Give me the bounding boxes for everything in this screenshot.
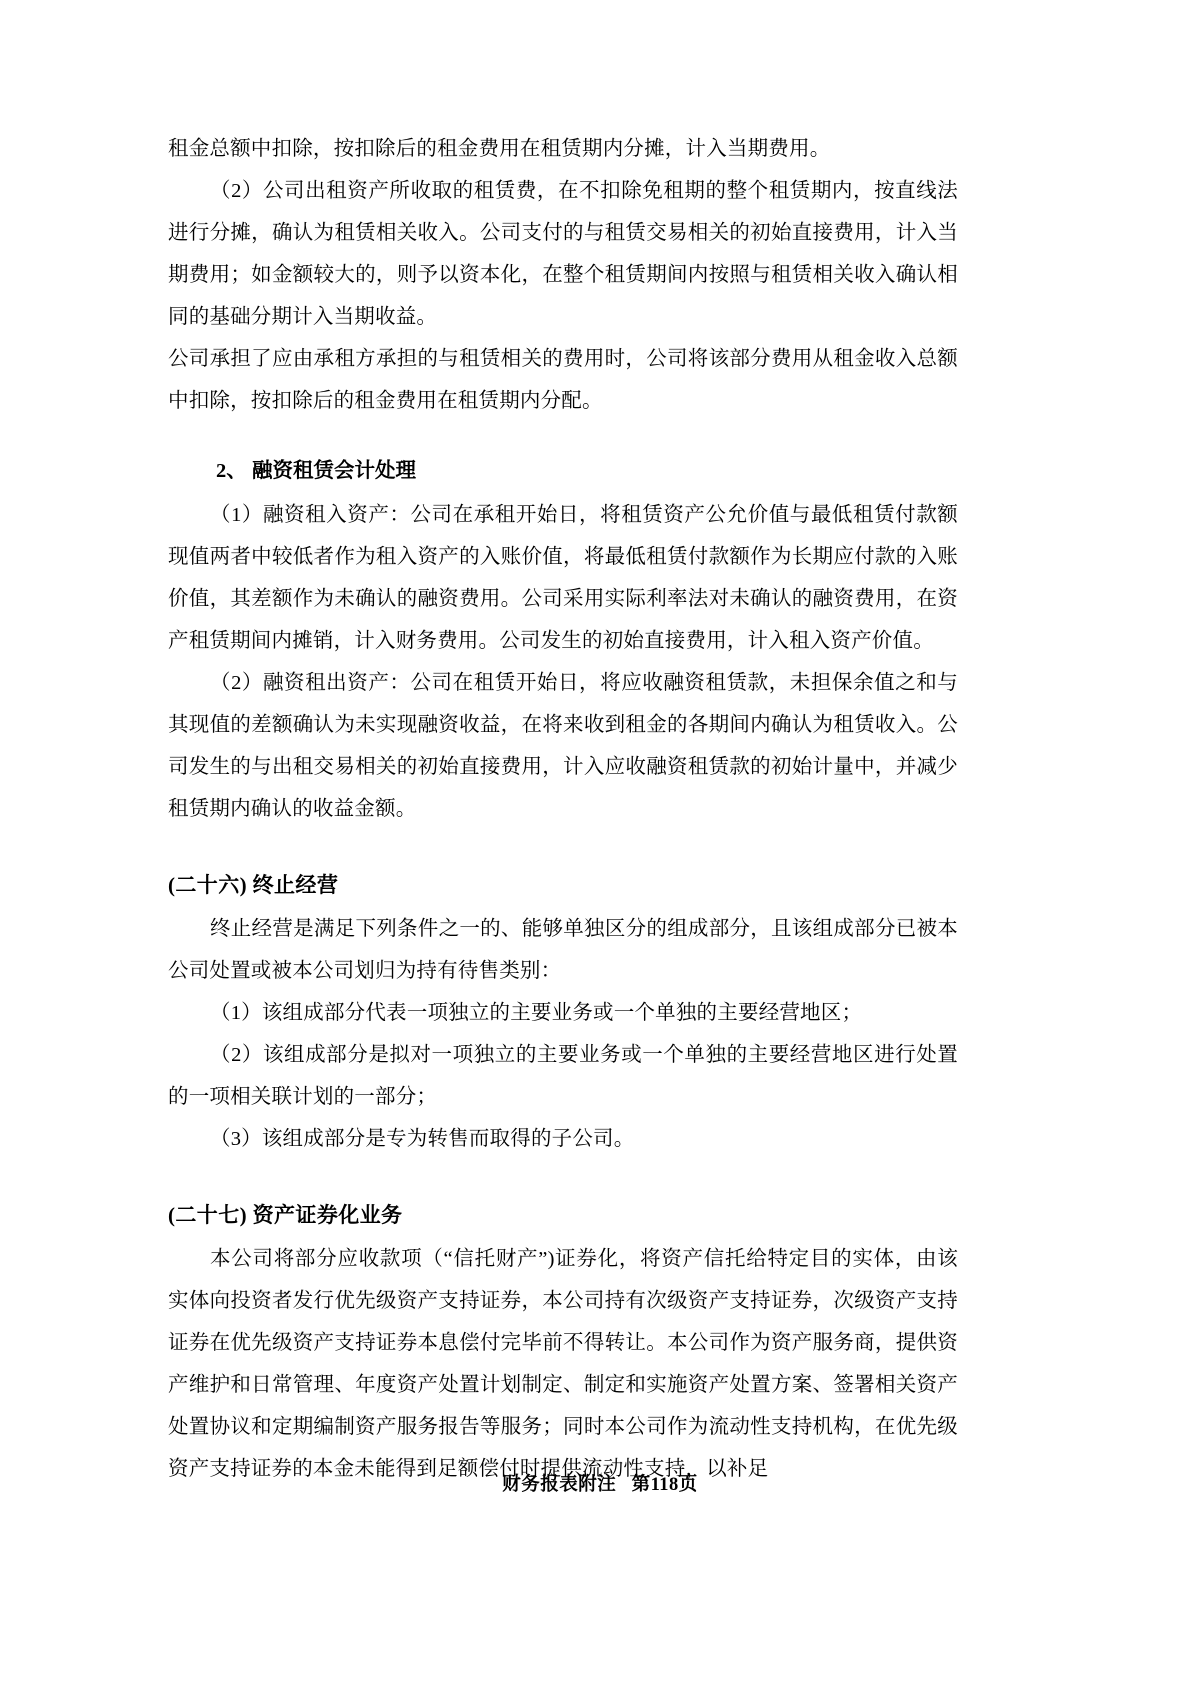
paragraph-27-body: 本公司将部分应收款项（“信托财产”)证券化，将资产信托给特定目的实体，由该实体向投资者发行优先级资产支持证券，本公司持有次级资产支持证券，次级资产支持证券在优先级资产支持证券本息偿付完毕前不得转让。本公司作为资产服务商，提供资产维护和日常管理、年度资产处置计划制定、制定和实施资产处置方案、签署相关资产处置协议和定期编制资产服务报告等服务；同时本公司作为流动性支持机构，在优先级资产支持证券的本金未能得到足额偿付时提供流动性支持，以补足 (168, 1248, 958, 1480)
heading-finance-lease (168, 450, 958, 492)
footer-page-number: 第118页 (631, 1475, 698, 1495)
paragraph-operating-lease-2: （2）公司出租资产所收取的租赁费，在不扣除免租期的整个租赁期内，按直线法进行分摊，确认为租赁相关收入。公司支付的与租赁交易相关的初始直接费用，计入当期费用；如金额较大的，则予以资本化，在整个租赁期间内按照与租赁相关收入确认相同的基础分期计入当期收益。 (168, 180, 958, 328)
paragraph-finance-lease-1: （1）融资租入资产：公司在承租开始日，将租赁资产公允价值与最低租赁付款额现值两者中较低者作为租入资产的入账价值，将最低租赁付款额作为长期应付款的入账价值，其差额作为未确认的融资费用。公司采用实际利率法对未确认的融资费用，在资产租赁期间内摊销，计入财务费用。公司发生的初始直接费用，计入租入资产价值。 (168, 504, 958, 652)
section-heading-27: (二十七) 资产证券化业务 (168, 1203, 403, 1227)
heading-finance-lease-number: 2、 (216, 460, 247, 482)
paragraph-26-item-2: （2）该组成部分是拟对一项独立的主要业务或一个单独的主要经营地区进行处置的一项相关联计划的一部分； (168, 1044, 958, 1108)
paragraph-26-item-1: （1）该组成部分代表一项独立的主要业务或一个单独的主要经营地区； (210, 1002, 863, 1024)
paragraph-26-intro: 终止经营是满足下列条件之一的、能够单独区分的组成部分，且该组成部分已被本公司处置或被本公司划归为持有待售类别： (168, 918, 958, 982)
paragraph-finance-lease-2: （2）融资租出资产：公司在租赁开始日，将应收融资租赁款，未担保余值之和与其现值的差额确认为未实现融资收益，在将来收到租金的各期间内确认为租赁收入。公司发生的与出租交易相关的初始直接费用，计入应收融资租赁款的初始计量中，并减少租赁期内确认的收益金额。 (168, 672, 958, 820)
paragraph-operating-lease-3: 公司承担了应由承租方承担的与租赁相关的费用时，公司将该部分费用从租金收入总额中扣除，按扣除后的租金费用在租赁期内分配。 (168, 348, 958, 412)
section-heading-26: (二十六) 终止经营 (168, 873, 339, 897)
paragraph-lease-deduct: 租金总额中扣除，按扣除后的租金费用在租赁期内分摊，计入当期费用。 (168, 138, 831, 160)
footer-label: 财务报表附注 (502, 1475, 617, 1495)
page-content (168, 128, 958, 1490)
heading-finance-lease-title: 融资租赁会计处理 (252, 460, 416, 482)
paragraph-26-item-3: （3）该组成部分是专为转售而取得的子公司。 (210, 1128, 635, 1150)
page-footer (0, 1470, 1200, 1496)
